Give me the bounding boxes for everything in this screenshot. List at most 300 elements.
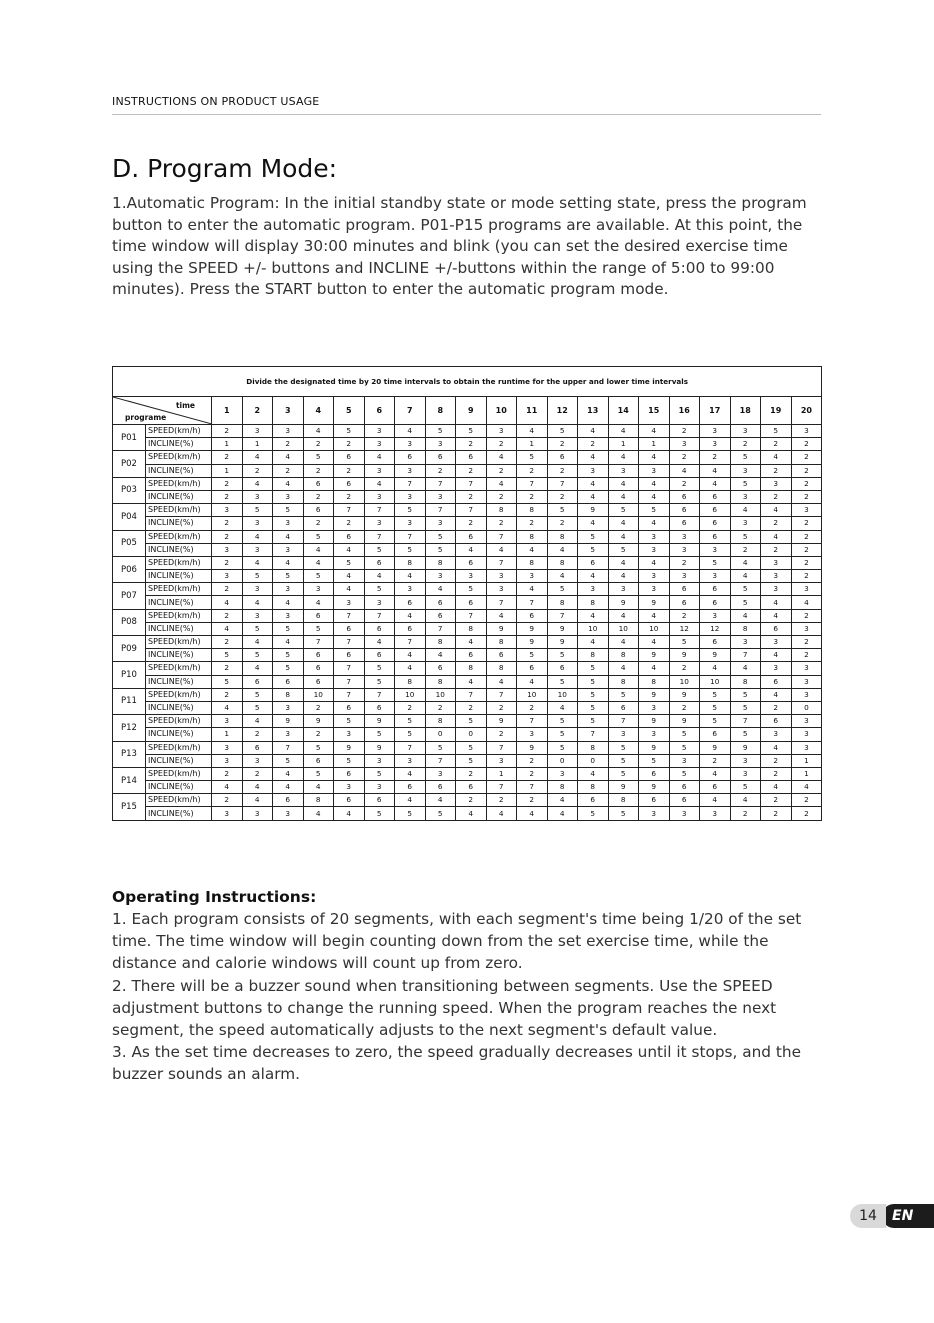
speed-value-cell: 4 [395,609,426,622]
incline-value-cell: 3 [639,543,670,556]
speed-value-cell: 4 [700,767,731,780]
incline-value-cell: 12 [669,622,700,635]
incline-value-cell: 3 [334,596,365,609]
speed-value-cell: 4 [273,530,304,543]
speed-value-cell: 4 [242,451,273,464]
speed-value-cell: 6 [456,530,487,543]
speed-value-cell: 7 [364,609,395,622]
incline-value-cell: 5 [242,701,273,714]
speed-value-cell: 10 [517,688,548,701]
incline-value-cell: 6 [669,490,700,503]
incline-value-cell: 3 [212,807,243,820]
speed-value-cell: 4 [395,425,426,438]
incline-value-cell: 2 [578,438,609,451]
incline-value-cell: 9 [639,596,670,609]
speed-value-cell: 3 [486,425,517,438]
incline-value-cell: 4 [425,649,456,662]
speed-value-cell: 2 [669,556,700,569]
incline-value-cell: 3 [486,754,517,767]
incline-value-cell: 12 [700,622,731,635]
speed-value-cell: 8 [486,636,517,649]
incline-value-cell: 3 [334,781,365,794]
incline-value-cell: 5 [547,675,578,688]
speed-label-cell: SPEED(km/h) [146,556,212,569]
incline-value-cell: 1 [608,438,639,451]
speed-value-cell: 2 [212,477,243,490]
incline-value-cell: 3 [334,728,365,741]
table-row [113,425,822,438]
speed-value-cell: 4 [608,636,639,649]
speed-value-cell: 8 [303,794,334,807]
speed-value-cell: 5 [700,715,731,728]
speed-label-cell: SPEED(km/h) [146,504,212,517]
table-row [113,754,822,767]
speed-label-cell: SPEED(km/h) [146,767,212,780]
incline-label-cell: INCLINE(%) [146,570,212,583]
operating-item: 2. There will be a buzzer sound when transitioning between segments. Use the SPEED adjustment buttons to change the running speed. When the program reaches the next segment, the speed automatically adjusts to the next segment's default value. [112,976,777,1040]
incline-value-cell: 6 [700,781,731,794]
incline-value-cell: 3 [791,622,822,635]
speed-value-cell: 7 [425,504,456,517]
incline-value-cell: 2 [456,438,487,451]
incline-value-cell: 0 [547,754,578,767]
incline-value-cell: 5 [395,807,426,820]
speed-value-cell: 4 [273,767,304,780]
incline-value-cell: 5 [273,622,304,635]
speed-value-cell: 6 [517,662,548,675]
program-id-cell: P06 [113,556,146,582]
incline-value-cell: 2 [456,490,487,503]
page-number: 14 [850,1204,886,1228]
incline-value-cell: 6 [364,622,395,635]
speed-value-cell: 8 [456,662,487,675]
incline-value-cell: 5 [395,543,426,556]
speed-value-cell: 4 [273,636,304,649]
speed-value-cell: 4 [578,477,609,490]
speed-value-cell: 8 [425,715,456,728]
incline-value-cell: 8 [578,781,609,794]
speed-value-cell: 7 [608,715,639,728]
table-row [113,596,822,609]
speed-value-cell: 8 [547,530,578,543]
incline-value-cell: 7 [730,649,761,662]
speed-value-cell: 5 [547,741,578,754]
speed-value-cell: 4 [242,477,273,490]
incline-value-cell: 3 [425,490,456,503]
speed-value-cell: 9 [669,688,700,701]
incline-value-cell: 4 [547,701,578,714]
column-header: 19 [761,397,792,425]
incline-value-cell: 10 [669,675,700,688]
speed-value-cell: 7 [456,477,487,490]
speed-label-cell: SPEED(km/h) [146,451,212,464]
table-row [113,688,822,701]
speed-value-cell: 3 [303,583,334,596]
incline-value-cell: 8 [608,675,639,688]
incline-value-cell: 2 [334,490,365,503]
incline-value-cell: 3 [486,570,517,583]
incline-value-cell: 2 [486,438,517,451]
incline-value-cell: 2 [456,464,487,477]
page-badge [850,1204,934,1228]
operating-heading: Operating Instructions: [112,888,317,906]
incline-value-cell: 3 [425,438,456,451]
incline-value-cell: 3 [395,754,426,767]
speed-value-cell: 5 [456,741,487,754]
incline-value-cell: 2 [547,517,578,530]
incline-value-cell: 2 [517,464,548,477]
speed-value-cell: 4 [730,556,761,569]
incline-value-cell: 3 [761,570,792,583]
speed-value-cell: 3 [761,556,792,569]
speed-value-cell: 5 [334,715,365,728]
speed-value-cell: 4 [761,741,792,754]
incline-value-cell: 4 [578,570,609,583]
incline-value-cell: 2 [761,438,792,451]
incline-label-cell: INCLINE(%) [146,728,212,741]
speed-value-cell: 4 [761,688,792,701]
incline-value-cell: 5 [212,675,243,688]
corner-programe-label: programe [125,413,167,422]
incline-value-cell: 5 [669,728,700,741]
table-header-row [113,397,822,425]
incline-value-cell: 2 [456,517,487,530]
program-id-cell: P05 [113,530,146,556]
speed-value-cell: 4 [242,794,273,807]
speed-value-cell: 3 [761,636,792,649]
speed-value-cell: 2 [791,556,822,569]
speed-label-cell: SPEED(km/h) [146,425,212,438]
speed-value-cell: 4 [639,636,670,649]
speed-value-cell: 4 [486,477,517,490]
incline-value-cell: 4 [242,781,273,794]
incline-value-cell: 6 [364,701,395,714]
incline-value-cell: 2 [761,543,792,556]
speed-value-cell: 10 [425,688,456,701]
speed-label-cell: SPEED(km/h) [146,530,212,543]
speed-value-cell: 7 [273,741,304,754]
speed-value-cell: 2 [456,767,487,780]
incline-value-cell: 2 [791,438,822,451]
column-header: 7 [395,397,426,425]
speed-value-cell: 3 [730,425,761,438]
speed-value-cell: 5 [425,741,456,754]
speed-value-cell: 6 [547,451,578,464]
table-row [113,701,822,714]
incline-value-cell: 3 [639,464,670,477]
speed-value-cell: 6 [456,556,487,569]
speed-value-cell: 7 [395,530,426,543]
speed-value-cell: 5 [578,715,609,728]
incline-value-cell: 2 [791,649,822,662]
speed-value-cell: 6 [639,767,670,780]
incline-value-cell: 2 [517,490,548,503]
speed-value-cell: 4 [334,583,365,596]
table-row [113,649,822,662]
speed-label-cell: SPEED(km/h) [146,662,212,675]
incline-value-cell: 6 [456,649,487,662]
incline-value-cell: 5 [212,649,243,662]
incline-value-cell: 3 [364,438,395,451]
incline-value-cell: 2 [273,464,304,477]
speed-value-cell: 7 [456,609,487,622]
speed-value-cell: 5 [730,688,761,701]
incline-value-cell: 2 [334,464,365,477]
incline-value-cell: 3 [700,807,731,820]
incline-value-cell: 4 [364,570,395,583]
speed-value-cell: 6 [395,451,426,464]
incline-value-cell: 4 [517,807,548,820]
incline-value-cell: 7 [425,622,456,635]
speed-value-cell: 9 [486,715,517,728]
incline-value-cell: 6 [669,596,700,609]
incline-value-cell: 6 [669,517,700,530]
speed-value-cell: 3 [578,583,609,596]
incline-value-cell: 6 [700,490,731,503]
incline-value-cell: 4 [486,675,517,688]
speed-value-cell: 5 [395,504,426,517]
incline-value-cell: 3 [517,570,548,583]
speed-value-cell: 7 [486,556,517,569]
speed-value-cell: 2 [212,451,243,464]
speed-value-cell: 5 [303,451,334,464]
incline-value-cell: 4 [273,781,304,794]
table-row [113,490,822,503]
program-id-cell: P12 [113,715,146,741]
speed-value-cell: 5 [425,530,456,543]
incline-value-cell: 4 [456,675,487,688]
incline-value-cell: 2 [791,807,822,820]
incline-value-cell: 4 [212,596,243,609]
speed-value-cell: 7 [517,477,548,490]
speed-label-cell: SPEED(km/h) [146,636,212,649]
column-header: 8 [425,397,456,425]
incline-value-cell: 5 [425,543,456,556]
speed-value-cell: 7 [486,688,517,701]
table-row [113,728,822,741]
incline-value-cell: 4 [334,570,365,583]
speed-value-cell: 4 [639,662,670,675]
speed-value-cell: 2 [700,451,731,464]
incline-value-cell: 4 [730,570,761,583]
speed-value-cell: 2 [791,609,822,622]
incline-value-cell: 3 [395,438,426,451]
incline-value-cell: 5 [547,649,578,662]
speed-value-cell: 1 [486,767,517,780]
speed-value-cell: 6 [456,451,487,464]
incline-value-cell: 6 [364,649,395,662]
column-header: 5 [334,397,365,425]
speed-value-cell: 4 [730,662,761,675]
incline-value-cell: 9 [608,596,639,609]
incline-value-cell: 5 [578,807,609,820]
incline-value-cell: 4 [547,570,578,583]
speed-value-cell: 3 [700,425,731,438]
incline-value-cell: 5 [730,781,761,794]
speed-value-cell: 8 [578,741,609,754]
incline-value-cell: 5 [242,570,273,583]
incline-value-cell: 2 [730,543,761,556]
program-id-cell: P15 [113,794,146,820]
incline-value-cell: 6 [334,649,365,662]
incline-value-cell: 6 [608,701,639,714]
incline-value-cell: 5 [578,543,609,556]
incline-value-cell: 2 [303,464,334,477]
speed-value-cell: 7 [425,477,456,490]
speed-value-cell: 5 [700,556,731,569]
incline-value-cell: 4 [242,596,273,609]
speed-value-cell: 6 [669,504,700,517]
incline-value-cell: 5 [608,754,639,767]
speed-value-cell: 6 [303,477,334,490]
operating-item: 3. As the set time decreases to zero, the speed gradually decreases until it stops, and the buzzer sounds an alarm. [112,1043,801,1084]
incline-value-cell: 5 [395,728,426,741]
speed-value-cell: 6 [364,794,395,807]
incline-value-cell: 5 [730,728,761,741]
speed-value-cell: 6 [700,636,731,649]
incline-value-cell: 8 [730,675,761,688]
speed-value-cell: 3 [730,636,761,649]
incline-value-cell: 4 [303,543,334,556]
incline-value-cell: 2 [334,438,365,451]
incline-value-cell: 2 [547,490,578,503]
speed-value-cell: 5 [242,688,273,701]
incline-value-cell: 6 [761,675,792,688]
incline-value-cell: 5 [578,701,609,714]
speed-value-cell: 4 [639,425,670,438]
incline-value-cell: 6 [700,596,731,609]
speed-value-cell: 6 [578,794,609,807]
incline-value-cell: 3 [639,701,670,714]
table-row [113,570,822,583]
page-title: D. Program Mode: [112,154,338,183]
speed-value-cell: 2 [242,767,273,780]
incline-value-cell: 3 [730,517,761,530]
incline-value-cell: 2 [761,807,792,820]
speed-value-cell: 2 [212,583,243,596]
incline-value-cell: 5 [242,622,273,635]
speed-value-cell: 9 [639,715,670,728]
speed-value-cell: 4 [395,767,426,780]
incline-value-cell: 5 [730,701,761,714]
incline-value-cell: 4 [334,543,365,556]
speed-label-cell: SPEED(km/h) [146,477,212,490]
incline-value-cell: 1 [242,438,273,451]
speed-value-cell: 5 [669,741,700,754]
incline-value-cell: 10 [639,622,670,635]
speed-value-cell: 2 [212,794,243,807]
column-header: 1 [212,397,243,425]
incline-value-cell: 1 [517,438,548,451]
incline-value-cell: 2 [669,701,700,714]
table-row [113,438,822,451]
speed-value-cell: 7 [456,504,487,517]
incline-value-cell: 6 [761,622,792,635]
incline-value-cell: 3 [425,570,456,583]
incline-value-cell: 6 [425,596,456,609]
speed-value-cell: 10 [547,688,578,701]
column-header: 17 [700,397,731,425]
incline-value-cell: 0 [791,701,822,714]
program-id-cell: P02 [113,451,146,477]
speed-value-cell: 2 [669,662,700,675]
program-id-cell: P08 [113,609,146,635]
incline-value-cell: 4 [547,807,578,820]
table-row [113,794,822,807]
speed-value-cell: 6 [547,662,578,675]
speed-value-cell: 5 [669,767,700,780]
speed-value-cell: 7 [334,688,365,701]
incline-value-cell: 8 [730,622,761,635]
speed-value-cell: 8 [517,530,548,543]
incline-value-cell: 4 [761,781,792,794]
speed-value-cell: 10 [395,688,426,701]
incline-value-cell: 3 [669,754,700,767]
incline-value-cell: 3 [730,754,761,767]
incline-value-cell: 7 [517,596,548,609]
table-row [113,807,822,820]
incline-value-cell: 3 [364,781,395,794]
column-header: 9 [456,397,487,425]
speed-value-cell: 3 [791,425,822,438]
incline-value-cell: 4 [669,464,700,477]
speed-value-cell: 9 [639,688,670,701]
incline-value-cell: 10 [578,622,609,635]
speed-value-cell: 3 [212,715,243,728]
column-header: 10 [486,397,517,425]
incline-value-cell: 4 [578,490,609,503]
incline-value-cell: 2 [791,490,822,503]
speed-value-cell: 8 [395,556,426,569]
speed-value-cell: 7 [334,609,365,622]
incline-value-cell: 3 [700,438,731,451]
speed-value-cell: 4 [608,556,639,569]
speed-value-cell: 4 [639,609,670,622]
speed-value-cell: 5 [303,767,334,780]
incline-value-cell: 2 [547,464,578,477]
incline-value-cell: 3 [700,570,731,583]
incline-value-cell: 3 [364,596,395,609]
incline-label-cell: INCLINE(%) [146,622,212,635]
speed-value-cell: 5 [578,662,609,675]
incline-value-cell: 3 [730,490,761,503]
incline-value-cell: 2 [730,438,761,451]
incline-value-cell: 4 [395,570,426,583]
incline-value-cell: 3 [639,570,670,583]
speed-value-cell: 5 [669,636,700,649]
incline-value-cell: 3 [517,728,548,741]
incline-value-cell: 3 [669,570,700,583]
incline-value-cell: 3 [273,490,304,503]
speed-value-cell: 3 [242,425,273,438]
intro-paragraph: 1.Automatic Program: In the initial standby state or mode setting state, press the program button to enter the automatic program. P01-P15 programs are available. At this point, the time window will display 30:00 minutes and blink (you can set the desired exercise time using the SPEED +/- buttons and INCLINE +/-buttons within the range of 5:00 to 99:00 minutes). Press the START button to enter the automatic program mode. [112,194,807,299]
speed-value-cell: 9 [517,636,548,649]
incline-label-cell: INCLINE(%) [146,543,212,556]
incline-value-cell: 4 [273,596,304,609]
speed-value-cell: 3 [669,530,700,543]
speed-value-cell: 6 [639,794,670,807]
incline-value-cell: 5 [456,754,487,767]
speed-value-cell: 2 [212,767,243,780]
speed-value-cell: 4 [639,477,670,490]
speed-value-cell: 9 [303,715,334,728]
incline-value-cell: 4 [791,596,822,609]
speed-value-cell: 5 [364,583,395,596]
column-header: 11 [517,397,548,425]
incline-value-cell: 5 [578,675,609,688]
speed-value-cell: 3 [761,662,792,675]
incline-value-cell: 9 [486,622,517,635]
